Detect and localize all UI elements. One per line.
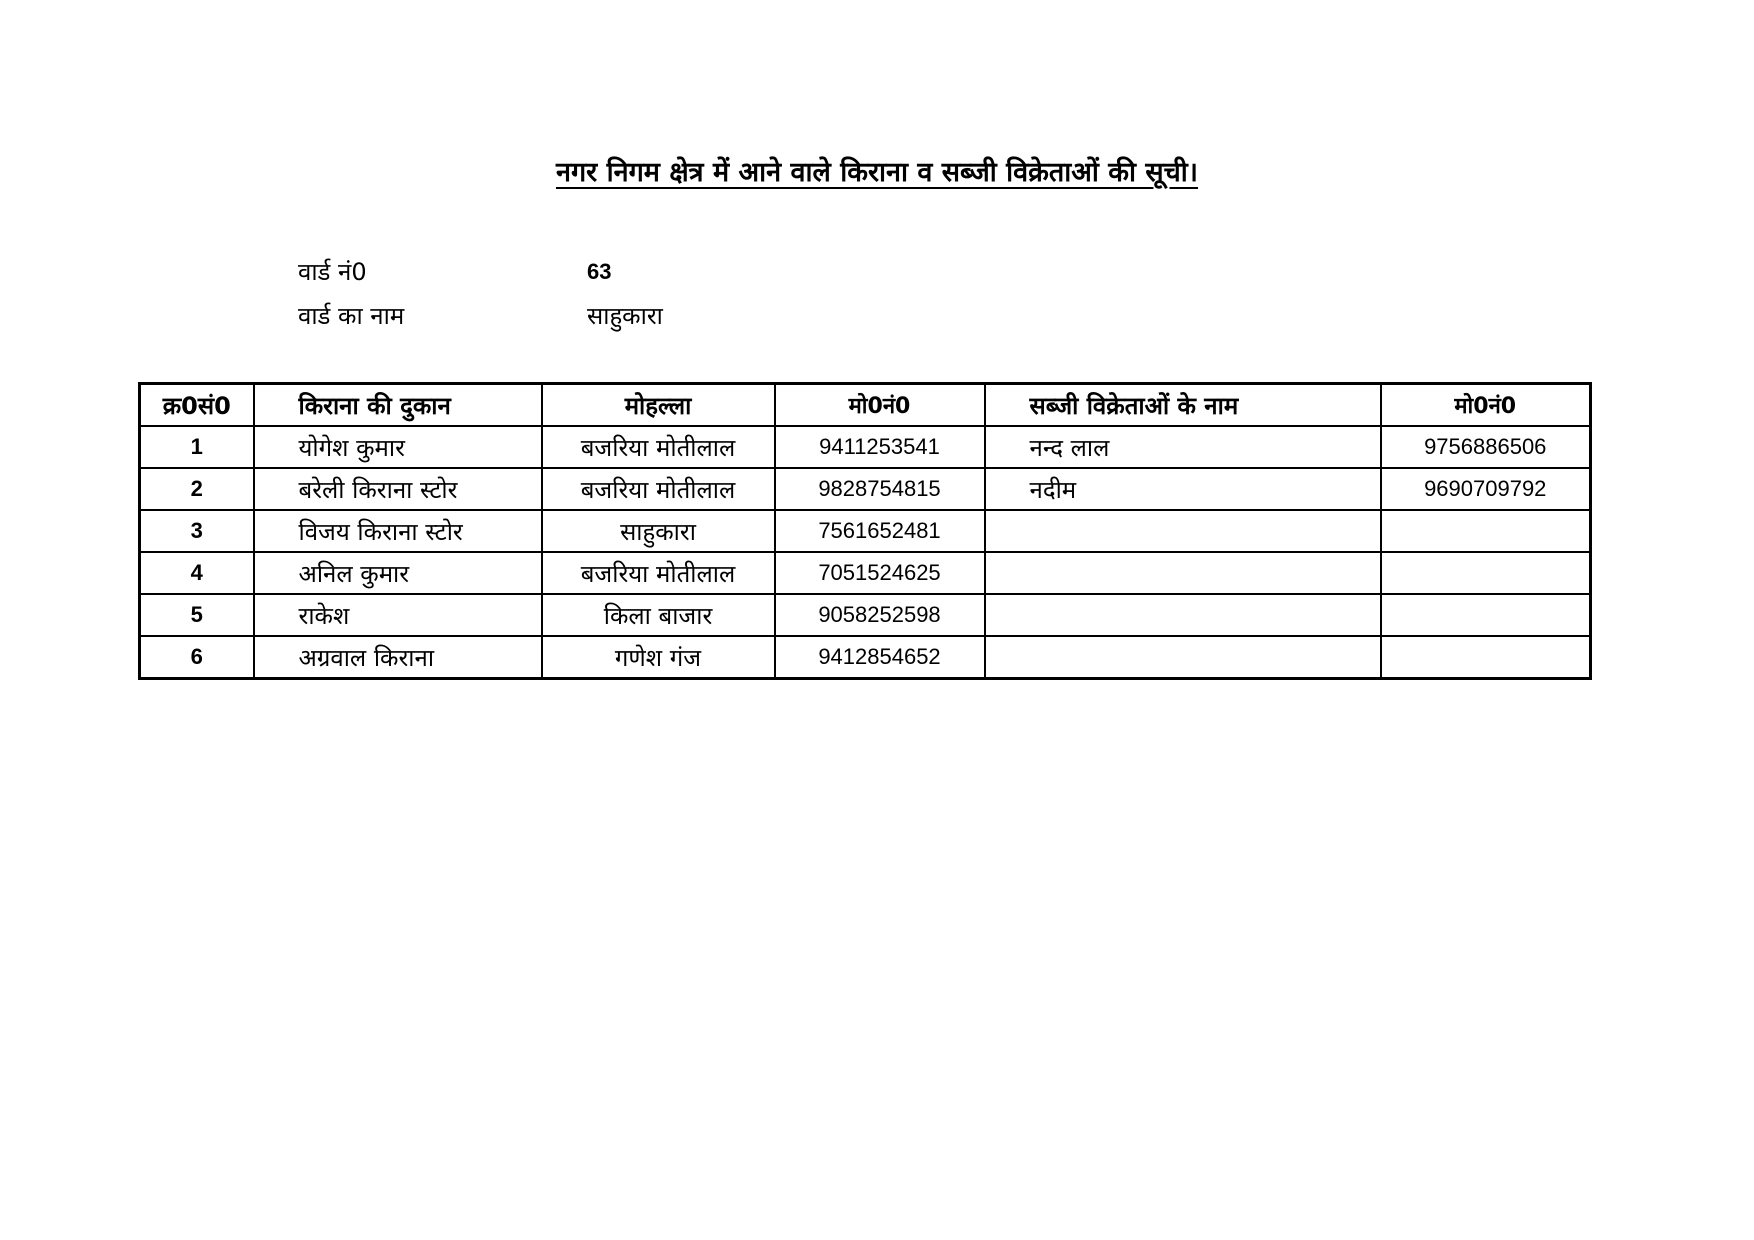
cell-vegetable-vendor: नन्द लाल [985,426,1381,468]
cell-mobile: 7051524625 [775,552,985,594]
cell-vendor-mobile: 9756886506 [1381,426,1591,468]
cell-vegetable-vendor [985,636,1381,679]
vendor-table [138,382,1592,680]
cell-shop: अग्रवाल किराना [254,636,542,679]
header-shop: किराना की दुकान [254,384,542,427]
table-row [140,510,1591,552]
cell-area: गणेश गंज [542,636,775,679]
cell-vegetable-vendor [985,510,1381,552]
cell-vegetable-vendor: नदीम [985,468,1381,510]
table-row [140,636,1591,679]
cell-mobile: 9828754815 [775,468,985,510]
table-header-row [140,384,1591,427]
cell-area: बजरिया मोतीलाल [542,426,775,468]
header-vegetable-vendor: सब्जी विक्रेताओं के नाम [985,384,1381,427]
cell-shop: योगेश कुमार [254,426,542,468]
cell-vendor-mobile [1381,636,1591,679]
cell-area: किला बाजार [542,594,775,636]
cell-shop: अनिल कुमार [254,552,542,594]
cell-mobile: 9058252598 [775,594,985,636]
ward-name-label: वार्ड का नाम [298,302,405,330]
cell-sr: 6 [140,636,254,679]
cell-sr: 4 [140,552,254,594]
ward-name-value: साहुकारा [587,302,663,330]
header-area: मोहल्ला [542,384,775,427]
cell-sr: 5 [140,594,254,636]
ward-number-value: 63 [587,259,612,284]
cell-mobile: 9412854652 [775,636,985,679]
cell-vendor-mobile [1381,594,1591,636]
table-row [140,426,1591,468]
cell-sr: 2 [140,468,254,510]
cell-area: बजरिया मोतीलाल [542,468,775,510]
cell-vegetable-vendor [985,594,1381,636]
table-row [140,594,1591,636]
cell-sr: 3 [140,510,254,552]
page-title [0,155,1754,191]
header-mobile: मो0नं0 [775,384,985,427]
cell-vegetable-vendor [985,552,1381,594]
header-vendor-mobile: मो0नं0 [1381,384,1591,427]
table-row [140,468,1591,510]
cell-vendor-mobile [1381,510,1591,552]
ward-number-label: वार्ड नं0 [298,258,367,286]
table-row [140,552,1591,594]
cell-mobile: 7561652481 [775,510,985,552]
cell-area: साहुकारा [542,510,775,552]
cell-mobile: 9411253541 [775,426,985,468]
cell-area: बजरिया मोतीलाल [542,552,775,594]
cell-shop: राकेश [254,594,542,636]
page-title-text: नगर निगम क्षेत्र में आने वाले किराना व सब्जी विक्रेताओं की सूची। [555,157,1199,188]
cell-sr: 1 [140,426,254,468]
cell-shop: विजय किराना स्टोर [254,510,542,552]
cell-vendor-mobile: 9690709792 [1381,468,1591,510]
header-sr: क्र0सं0 [140,384,254,427]
cell-vendor-mobile [1381,552,1591,594]
cell-shop: बरेली किराना स्टोर [254,468,542,510]
